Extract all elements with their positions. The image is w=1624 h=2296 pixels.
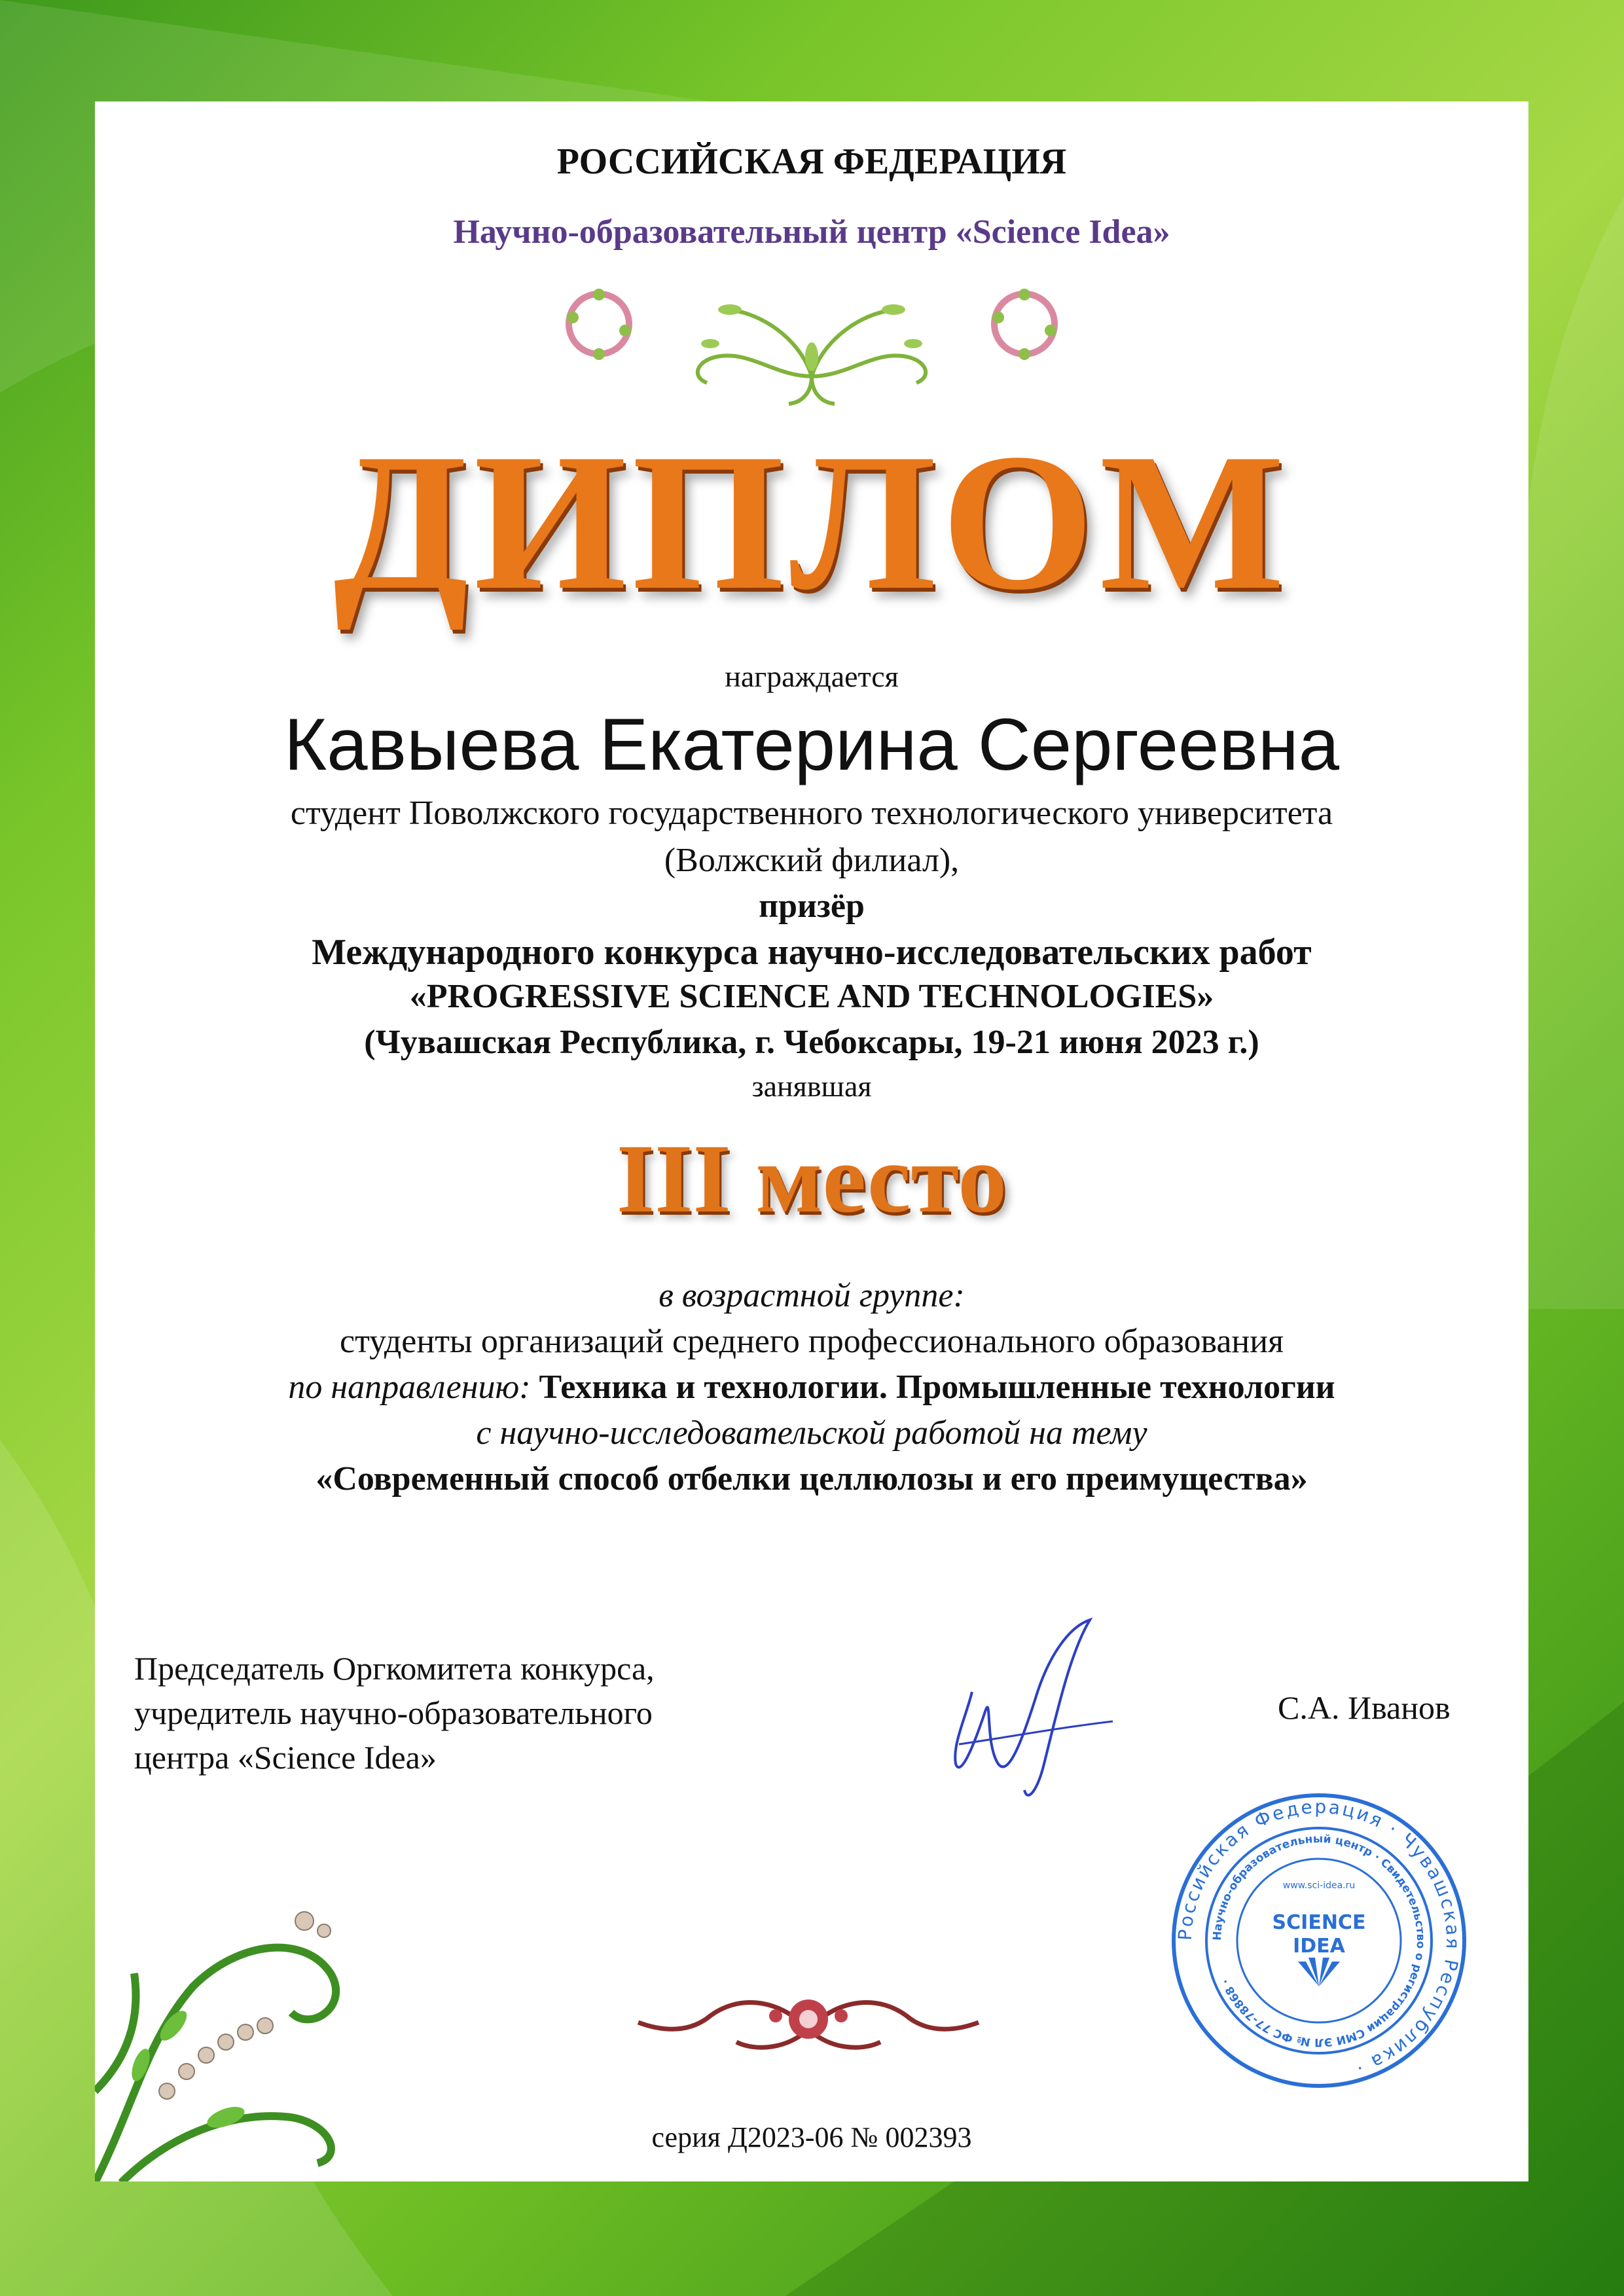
recipient-name: Кавыева Екатерина Сергеевна [284, 704, 1339, 785]
direction-line [95, 1368, 1528, 1407]
floral-ornament-bottom [625, 1970, 992, 2068]
handwritten-signature [946, 1613, 1116, 1810]
floral-ornament-top [553, 278, 1070, 409]
direction-label: по направлению: [288, 1369, 531, 1406]
svg-text:Научно-образовательный центр ·: Научно-образовательный центр · Свидетельство о регистрации СМИ ЭЛ № ФС 77-78868 · [1210, 1832, 1428, 2049]
recipient-affiliation-branch: (Волжский филиал), [664, 842, 960, 879]
diploma-sheet [95, 101, 1528, 2181]
contest-location-date: (Чувашская Республика, г. Чебоксары, 19-21 июня 2023 г.) [364, 1024, 1259, 1061]
signatory-name: С.А. Иванов [1278, 1689, 1451, 1726]
svg-text:SCIENCE: SCIENCE [1272, 1911, 1366, 1934]
age-group-label: в возрастной группе: [659, 1277, 965, 1314]
direction-value: Техника и технологии. Промышленные технологии [539, 1369, 1335, 1406]
svg-text:IDEA: IDEA [1293, 1935, 1345, 1958]
prize-label: призёр [759, 888, 865, 925]
topic-title: «Современный способ отбелки целлюлозы и его преимущества» [316, 1460, 1308, 1498]
recipient-affiliation: студент Поволжского государственного технологического университета [290, 795, 1333, 832]
signatory-line-3: центра «Science Idea» [134, 1739, 437, 1776]
signatory-line-1: Председатель Оргкомитета конкурса, [134, 1650, 655, 1687]
contest-name: Международного конкурса научно-исследовательских работ [312, 932, 1312, 973]
age-group-value: студенты организаций среднего профессионального образования [340, 1323, 1284, 1360]
signatory-line-2: учредитель научно-образовательного [134, 1695, 653, 1731]
country-heading: РОССИЙСКАЯ ФЕДЕРАЦИЯ [556, 141, 1067, 182]
series-number: серия Д2023-06 № 002393 [651, 2121, 972, 2153]
organization-name: Научно-образовательный центр «Science Idea» [453, 213, 1170, 251]
awarded-label: награждается [725, 660, 899, 693]
svg-text:www.sci-idea.ru: www.sci-idea.ru [1282, 1880, 1356, 1891]
contest-title: «PROGRESSIVE SCIENCE AND TECHNOLOGIES» [409, 978, 1214, 1015]
signatory-position [134, 1646, 655, 1780]
place-award: III место [616, 1124, 1007, 1233]
diploma-title: ДИПЛОМ [333, 413, 1290, 630]
topic-label: с научно-исследовательской работой на тему [476, 1414, 1147, 1452]
svg-text:Российская Федерация · Чувашск: Российская Федерация · Чувашская Республика · [1174, 1795, 1464, 2080]
official-seal [1168, 1790, 1470, 2091]
took-label: занявшая [751, 1069, 872, 1103]
